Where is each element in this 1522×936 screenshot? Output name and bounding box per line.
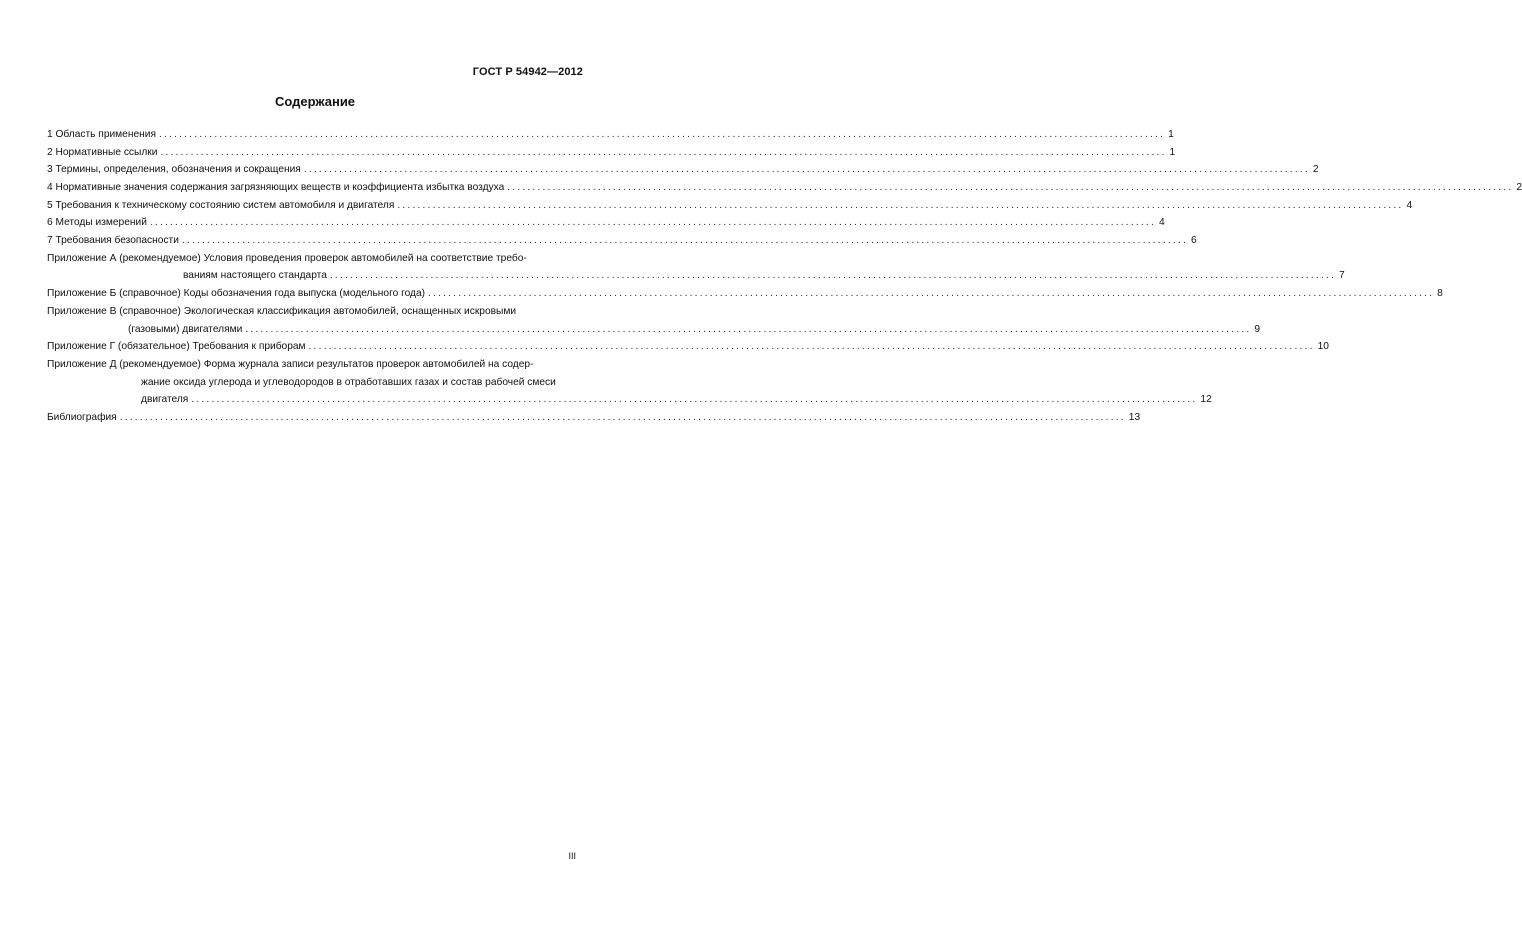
toc-entry-label: Приложение А (рекомендуемое) Условия проведения проверок автомобилей на соответствие требо- xyxy=(47,252,527,264)
dot-leader: ........................................................................................................................................................................................................ xyxy=(397,199,1404,211)
toc-entry-4[interactable] xyxy=(47,179,1522,197)
toc-entry-label: Приложение В (справочное) Экологическая классификация автомобилей, оснащенных искровыми xyxy=(47,305,517,317)
toc-entry-line xyxy=(47,356,584,374)
dot-leader: ........................................................................................................................................................................................................ xyxy=(181,235,1188,247)
toc-page-number: 4 xyxy=(1406,199,1413,211)
toc-entry-label: 3 Термины, определения, обозначения и сокращения xyxy=(47,164,301,176)
toc-page-number: 1 xyxy=(1168,128,1174,140)
toc-page-number: 2 xyxy=(1516,182,1522,194)
toc-entry-label: Приложение Д (рекомендуемое) Форма журнала записи результатов проверок автомобилей на содер- xyxy=(47,358,534,370)
toc-entry-7[interactable] xyxy=(47,232,1197,250)
toc-entry-label: Приложение Г (обязательное) Требования к приборам xyxy=(47,341,306,353)
toc-page-number: 10 xyxy=(1317,341,1329,353)
toc-entry-2[interactable] xyxy=(47,144,1176,162)
toc-entry-6[interactable] xyxy=(47,214,1165,232)
table-of-contents xyxy=(47,126,1522,427)
toc-entry-bibliography[interactable] xyxy=(47,409,1141,427)
dot-leader: ........................................................................................................................................................................................................ xyxy=(507,182,1514,194)
toc-entry-line xyxy=(47,303,584,321)
toc-entry-appendix-b[interactable] xyxy=(47,285,1443,303)
toc-page-number: 13 xyxy=(1128,411,1141,423)
toc-page-number: 4 xyxy=(1158,217,1165,229)
dot-leader: ........................................................................................................................................................................................................ xyxy=(149,217,1156,229)
dot-leader: ........................................................................................................................................................................................................ xyxy=(329,270,1336,282)
toc-entry-appendix-g[interactable] xyxy=(47,338,1329,356)
dot-leader: ........................................................................................................................................................................................................ xyxy=(303,164,1310,176)
toc-entry-line xyxy=(47,321,1261,339)
toc-entry-label: двигателя xyxy=(141,394,189,406)
toc-entry-3[interactable] xyxy=(47,161,1319,179)
toc-page-number: 6 xyxy=(1191,235,1197,247)
toc-entry-label: 6 Методы измерений xyxy=(47,217,147,229)
toc-page-number: 12 xyxy=(1200,394,1212,406)
toc-entry-label: Библиография xyxy=(47,411,117,423)
toc-entry-5[interactable] xyxy=(47,197,1413,215)
toc-entry-label: жание оксида углерода и углеводородов в отработавших газах и состав рабочей смеси xyxy=(141,376,556,388)
dot-leader: ........................................................................................................................................................................................................ xyxy=(245,323,1252,335)
page-number: III xyxy=(568,851,576,861)
toc-entry-line xyxy=(47,250,584,268)
standard-code: ГОСТ Р 54942—2012 xyxy=(472,66,583,78)
toc-entry-appendix-d[interactable] xyxy=(47,356,1212,409)
page-title: Содержание xyxy=(274,94,356,109)
toc-entry-line xyxy=(47,391,1212,409)
toc-entry-label: 1 Область применения xyxy=(47,128,156,140)
dot-leader: ........................................................................................................................................................................................................ xyxy=(308,341,1315,353)
toc-entry-label: 5 Требования к техническому состоянию систем автомобиля и двигателя xyxy=(47,199,395,211)
dot-leader: ........................................................................................................................................................................................................ xyxy=(158,128,1166,140)
toc-entry-label: 7 Требования безопасности xyxy=(47,235,179,247)
toc-page-number: 9 xyxy=(1254,323,1261,335)
toc-entry-label: 2 Нормативные ссылки xyxy=(47,146,158,158)
dot-leader: ........................................................................................................................................................................................................ xyxy=(428,288,1435,300)
dot-leader: ........................................................................................................................................................................................................ xyxy=(191,394,1198,406)
toc-page-number: 1 xyxy=(1169,146,1176,158)
toc-entry-line xyxy=(47,268,1345,286)
toc-entry-line xyxy=(47,374,584,392)
toc-page-number: 8 xyxy=(1437,288,1443,300)
toc-page-number: 7 xyxy=(1338,270,1345,282)
toc-entry-label: 4 Нормативные значения содержания загрязняющих веществ и коэффициента избытка воздуха xyxy=(47,182,505,194)
dot-leader: ........................................................................................................................................................................................................ xyxy=(119,411,1126,423)
toc-entry-label: Приложение Б (справочное) Коды обозначения года выпуска (модельного года) xyxy=(47,288,426,300)
toc-entry-appendix-v[interactable] xyxy=(47,303,1261,338)
toc-entry-label: (газовыми) двигателями xyxy=(128,323,243,335)
toc-entry-appendix-a[interactable] xyxy=(47,250,1345,285)
toc-entry-label: ваниям настоящего стандарта xyxy=(183,270,327,282)
toc-entry-1[interactable] xyxy=(47,126,1174,144)
toc-page-number: 2 xyxy=(1312,164,1319,176)
dot-leader: ........................................................................................................................................................................................................ xyxy=(160,146,1167,158)
